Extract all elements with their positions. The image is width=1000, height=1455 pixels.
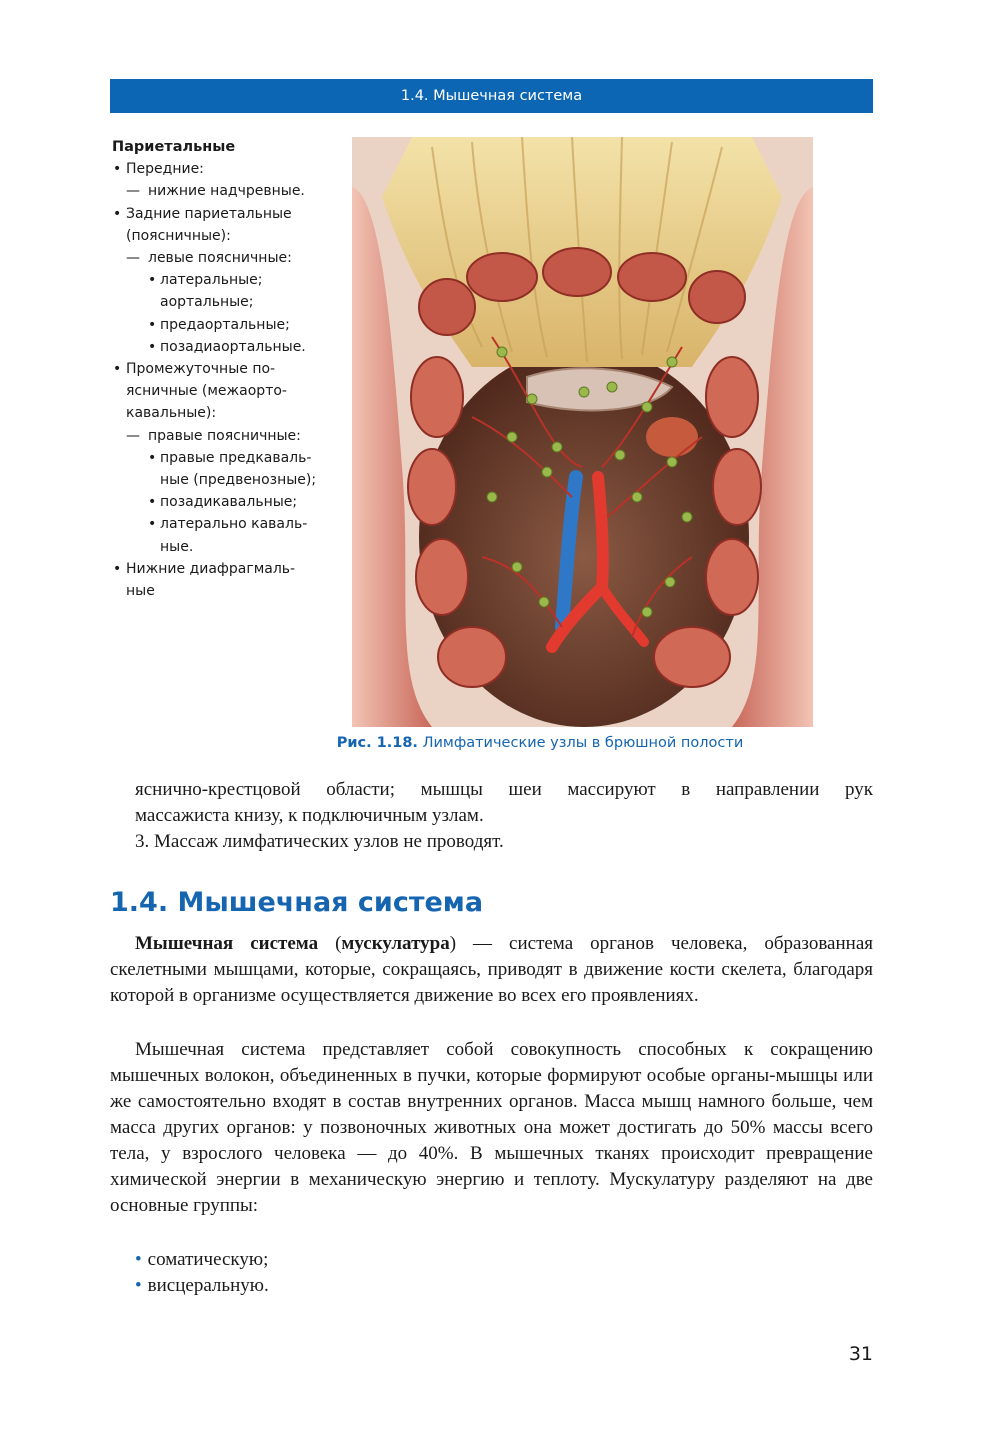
text-line: массажиста книзу, к подключичным узлам. [135, 805, 484, 826]
section-heading: 1.4. Мышечная система [110, 887, 484, 918]
list-item: • соматическую; [135, 1249, 269, 1270]
lymph-node-list [112, 136, 352, 602]
bullet-icon: • [135, 1275, 142, 1296]
list-item: ясничные (межаорто- [126, 383, 287, 400]
running-header [110, 79, 873, 113]
list-item: — левые поясничные: [126, 250, 292, 267]
bullet-icon: • [135, 1249, 142, 1270]
list-item: аортальные; [160, 294, 254, 311]
list-item-3: 3. Массаж лимфатических узлов не проводят. [135, 831, 504, 852]
running-header-title: 1.4. Мышечная система [400, 88, 583, 104]
list-item: • правые предкаваль- [148, 449, 312, 466]
bold-term: Мышечная система [135, 933, 319, 954]
continuation-paragraph [110, 777, 873, 829]
page-number: 31 [848, 1343, 873, 1365]
list-item: • висцеральную. [135, 1275, 269, 1296]
list-item: • позадиаортальные. [148, 338, 306, 355]
list-item: ные [126, 583, 155, 600]
paragraph: Мышечная система (мускулатура) — система органов человека, образованная скелетными мышцами, которые, сокращаясь, приводят в движение кости скелета, благодаря которой в организме осуществляется движение во всех его проявлениях. [110, 933, 873, 1006]
list-item: • Задние париетальные [113, 205, 292, 222]
bold-term: мускулатура [341, 933, 450, 954]
figure-caption-text: Лимфатические узлы в брюшной полости [422, 735, 744, 751]
list-item: — правые поясничные: [126, 427, 301, 444]
figure-caption [160, 735, 920, 751]
list-item: • Нижние диафрагмаль- [113, 560, 296, 577]
list-title: Париетальные [112, 139, 236, 155]
list-item: • Передние: [113, 161, 204, 178]
figure-label: Рис. 1.18. [336, 735, 418, 751]
paragraph: Мышечная система представляет собой совокупность способных к сокращению мышечных волокон, объединенных в пучки, которые формируют особые органы-мышцы или же самостоятельно входят в состав внутренних органов. Масса мышц намного больше, чем масса других органов: у позвоночных животных она может достигать до 50% массы всего тела, у взрослого человека — до 40%. В мышечных тканях происходит превращение химической энергии в механическую энергию и теплоту. Мускулатуру разделяют на две основные группы: [110, 1039, 873, 1216]
list-item: • предаортальные; [148, 316, 290, 333]
list-item: кавальные): [126, 405, 217, 422]
list-item: • позадикавальные; [148, 494, 298, 511]
list-item: • латеральные; [148, 272, 263, 289]
anatomy-illustration [352, 137, 813, 727]
list-item: ные (предвенозные); [160, 472, 317, 489]
text-line: яснично-крестцовой области; мышцы шеи массируют в направлении рук [135, 779, 873, 800]
list-item: — нижние надчревные. [126, 183, 305, 200]
list-item: ные. [160, 538, 194, 555]
list-item: • Промежуточные по- [113, 361, 276, 378]
list-item: (поясничные): [126, 227, 231, 244]
list-item: • латерально каваль- [148, 516, 308, 533]
bullet-list [135, 1247, 269, 1299]
